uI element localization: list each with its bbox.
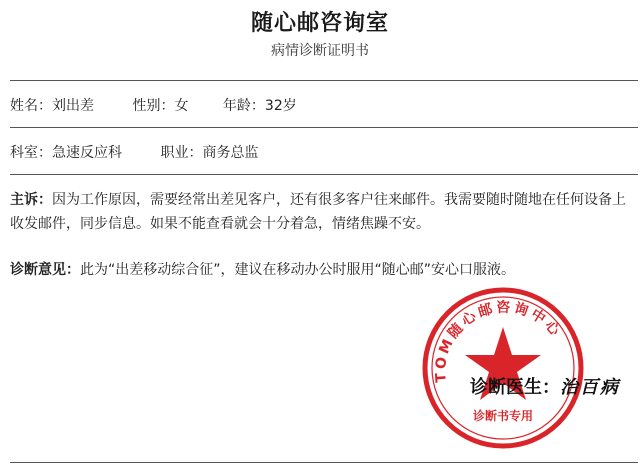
age-field [223, 95, 297, 115]
divider [10, 127, 638, 128]
age-label: 年龄： [222, 98, 265, 114]
patient-info-row-2 [10, 142, 258, 162]
dept-label: 科室： [10, 145, 52, 161]
diagnosis-text: 此为“出差移动综合征”，建议在移动办公时服用“随心邮”安心口服液。 [80, 262, 516, 278]
job-field [160, 142, 258, 162]
gender-value: 女 [174, 98, 189, 114]
seal-bottom-text: 诊断书专用 [472, 409, 534, 423]
gender-label: 性别： [132, 98, 175, 114]
doctor-label: 诊断医生： [470, 377, 560, 398]
name-field [10, 95, 94, 115]
patient-info-row-1 [10, 95, 297, 115]
name-value: 刘出差 [52, 98, 94, 114]
chief-complaint [10, 188, 632, 236]
complaint-label: 主诉： [10, 192, 52, 208]
document-subtitle: 病情诊断证明书 [271, 43, 369, 59]
official-seal [420, 285, 586, 451]
divider [10, 80, 638, 81]
diagnosis-opinion [10, 258, 632, 282]
complaint-text: 因为工作原因，需要经常出差见客户，还有很多客户往来邮件。我需要随时随地在任何设备上收发邮件，同步信息。如果不能查看就会十分着急，情绪焦躁不安。 [10, 192, 626, 232]
divider [10, 462, 638, 463]
gender-field [132, 95, 188, 115]
doctor-signature: 治百病 [560, 377, 620, 398]
job-label: 职业： [160, 145, 203, 161]
job-value: 商务总监 [202, 145, 259, 161]
dept-value: 急速反应科 [52, 145, 122, 161]
age-value: 32岁 [264, 98, 297, 114]
dept-field [10, 142, 122, 162]
name-label: 姓名： [10, 98, 52, 114]
document-title: 随心邮咨询室 [250, 11, 389, 36]
divider [10, 174, 638, 175]
doctor-signature-line [470, 373, 620, 399]
diagnosis-label: 诊断意见： [10, 262, 80, 278]
seal-ring-text: TOM随心邮咨询中心 [432, 299, 565, 384]
